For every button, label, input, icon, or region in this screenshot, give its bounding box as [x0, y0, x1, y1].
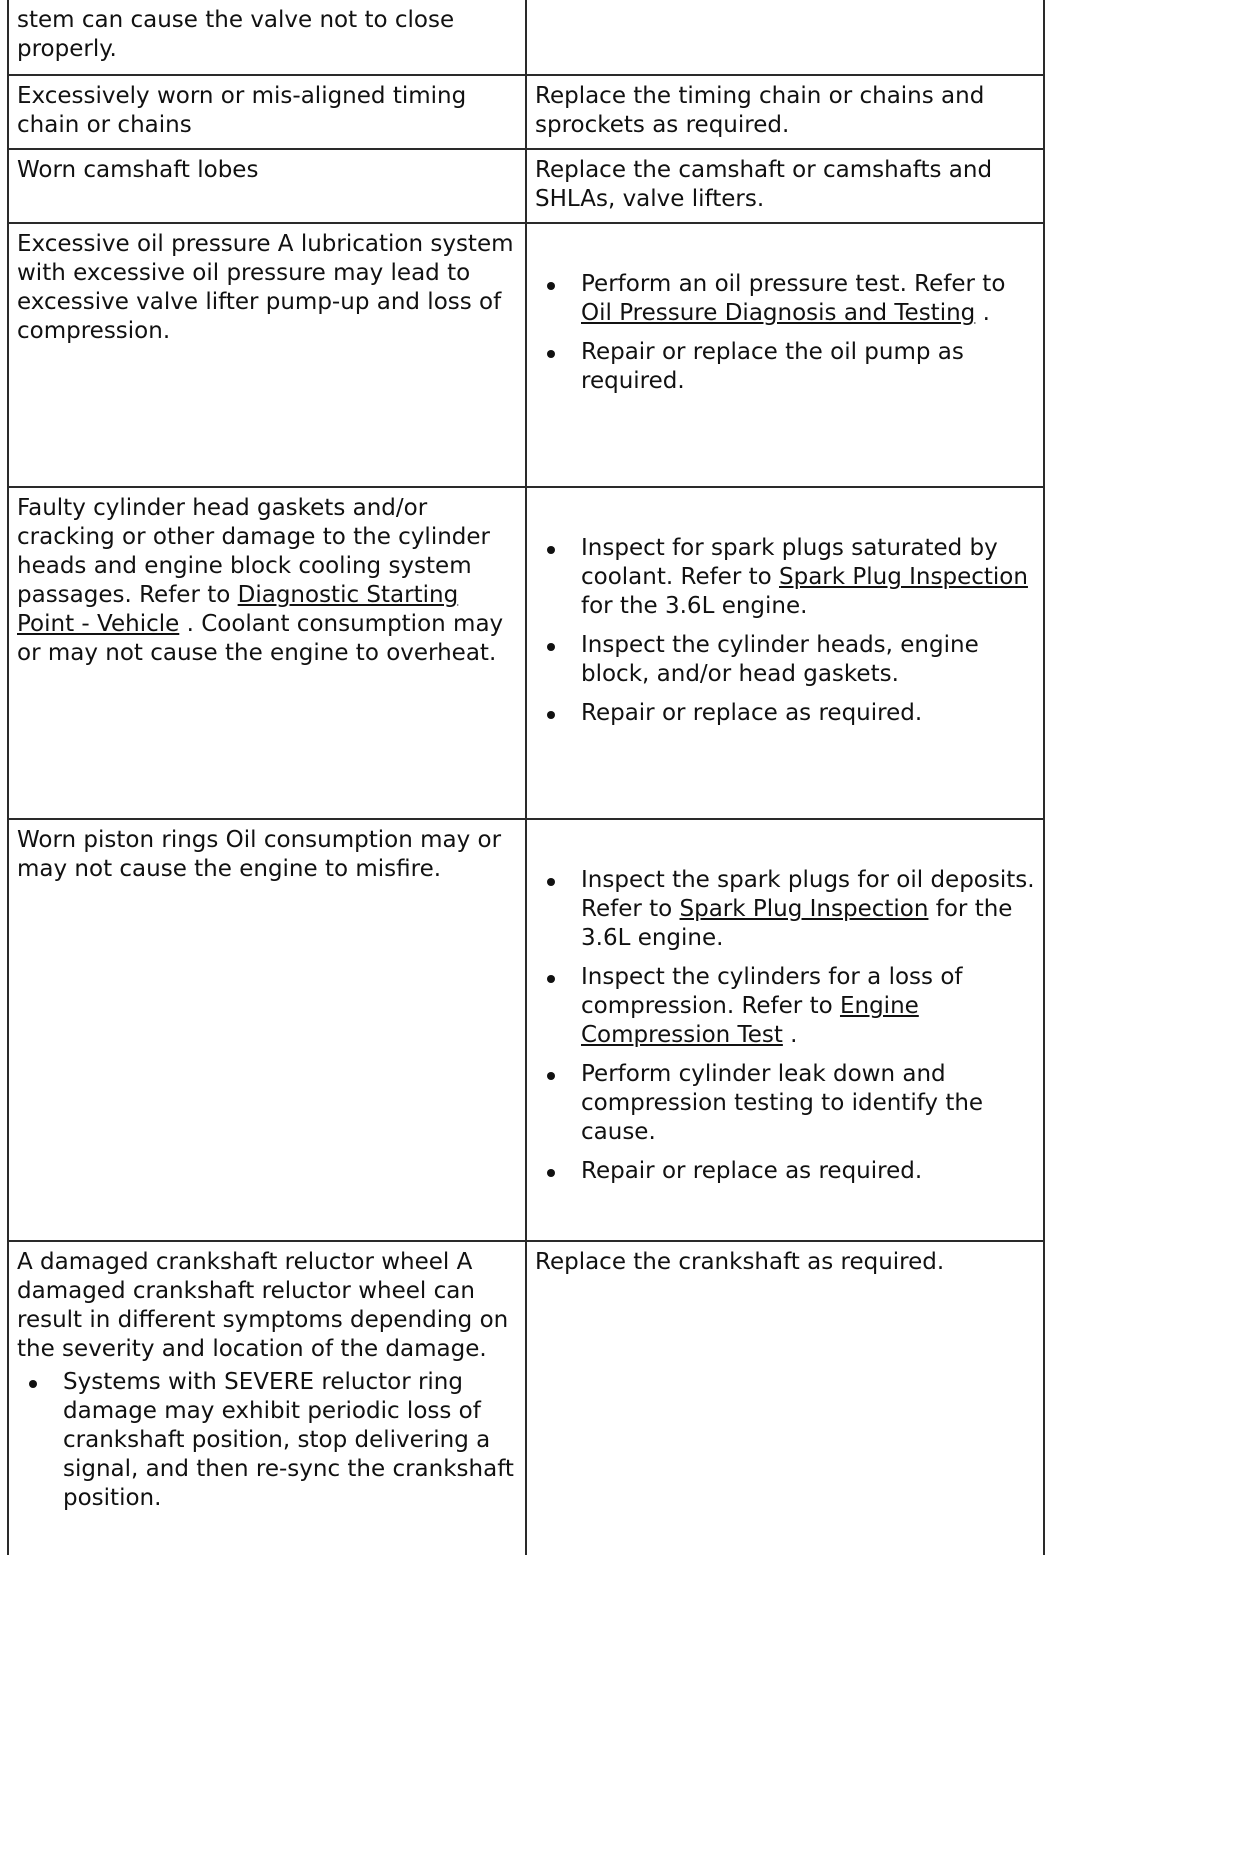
- table-row: [8, 75, 1044, 149]
- list-item: Inspect the spark plugs for oil deposits. Refer to Spark Plug Inspection for the 3.6L engine.: [581, 867, 1035, 951]
- correction-cell: [526, 819, 1044, 1241]
- list-item: Systems with SEVERE reluctor ring damage may exhibit periodic loss of crankshaft position, stop delivering a signal, and then re-sync the crankshaft position.: [63, 1368, 517, 1513]
- correction-cell: [526, 223, 1044, 487]
- oil-pressure-diagnosis-link[interactable]: Oil Pressure Diagnosis and Testing: [581, 300, 976, 326]
- table-row: [8, 149, 1044, 223]
- cause-text: Excessive oil pressure A lubrication system with excessive oil pressure may lead to excessive valve lifter pump-up and loss of compression.: [17, 231, 514, 344]
- table-row: [8, 1241, 1044, 1555]
- correction-text: Replace the crankshaft as required.: [535, 1249, 945, 1275]
- list-item: Repair or replace as required.: [581, 1157, 1035, 1186]
- diagnostic-table: [7, 0, 1045, 1555]
- cause-text: A damaged crankshaft reluctor wheel A damaged crankshaft reluctor wheel can result in different symptoms depending on the severity and location of the damage.: [17, 1249, 509, 1362]
- spark-plug-inspection-link[interactable]: Spark Plug Inspection: [779, 564, 1028, 590]
- cause-cell: [8, 149, 526, 223]
- cause-cell: [8, 1241, 526, 1555]
- cause-text: stem can cause the valve not to close properly.: [17, 7, 455, 62]
- list-item: Inspect the cylinders for a loss of compression. Refer to Engine Compression Test .: [581, 963, 1035, 1050]
- cause-text: Excessively worn or mis-aligned timing chain or chains: [17, 83, 467, 138]
- correction-text: Replace the timing chain or chains and sprockets as required.: [535, 83, 985, 138]
- list-item: Inspect for spark plugs saturated by coolant. Refer to Spark Plug Inspection for the 3.6L engine.: [581, 534, 1035, 621]
- correction-list: [535, 826, 1035, 1186]
- list-item: Repair or replace the oil pump as required.: [581, 338, 1035, 396]
- cause-text: Worn piston rings Oil consumption may or may not cause the engine to misfire.: [17, 827, 502, 882]
- cause-cell: [8, 0, 526, 75]
- table-row: [8, 819, 1044, 1241]
- correction-text: Replace the camshaft or camshafts and SHLAs, valve lifters.: [535, 157, 993, 212]
- correction-cell: [526, 149, 1044, 223]
- correction-cell: [526, 75, 1044, 149]
- cause-cell: Faulty cylinder head gaskets and/or cracking or other damage to the cylinder heads and engine block cooling system passages. Refer to Diagnostic Starting Point - Vehicle . Coolant consumption may or may not cause the engine to overheat.: [8, 487, 526, 819]
- cause-cell: [8, 75, 526, 149]
- diagnostic-starting-point-link[interactable]: Diagnostic Starting Point - Vehicle: [17, 582, 459, 637]
- cause-text: Worn camshaft lobes: [17, 157, 259, 183]
- cause-cell: [8, 819, 526, 1241]
- list-item: Perform an oil pressure test. Refer to Oil Pressure Diagnosis and Testing .: [581, 270, 1035, 328]
- cause-cell: [8, 223, 526, 487]
- table-row: [8, 223, 1044, 487]
- spark-plug-inspection-link[interactable]: Spark Plug Inspection: [679, 896, 929, 922]
- correction-list: [535, 494, 1035, 728]
- table-row: [8, 0, 1044, 75]
- correction-cell: [526, 0, 1044, 75]
- cause-list: [17, 1368, 517, 1513]
- correction-cell: [526, 1241, 1044, 1555]
- list-item: Inspect the cylinder heads, engine block, and/or head gaskets.: [581, 631, 1035, 689]
- engine-compression-test-link[interactable]: Engine Compression Test: [581, 993, 919, 1048]
- list-item: Repair or replace as required.: [581, 699, 1035, 728]
- correction-list: [535, 230, 1035, 396]
- correction-cell: [526, 487, 1044, 819]
- table-row: [8, 487, 1044, 819]
- list-item: Perform cylinder leak down and compression testing to identify the cause.: [581, 1060, 1035, 1147]
